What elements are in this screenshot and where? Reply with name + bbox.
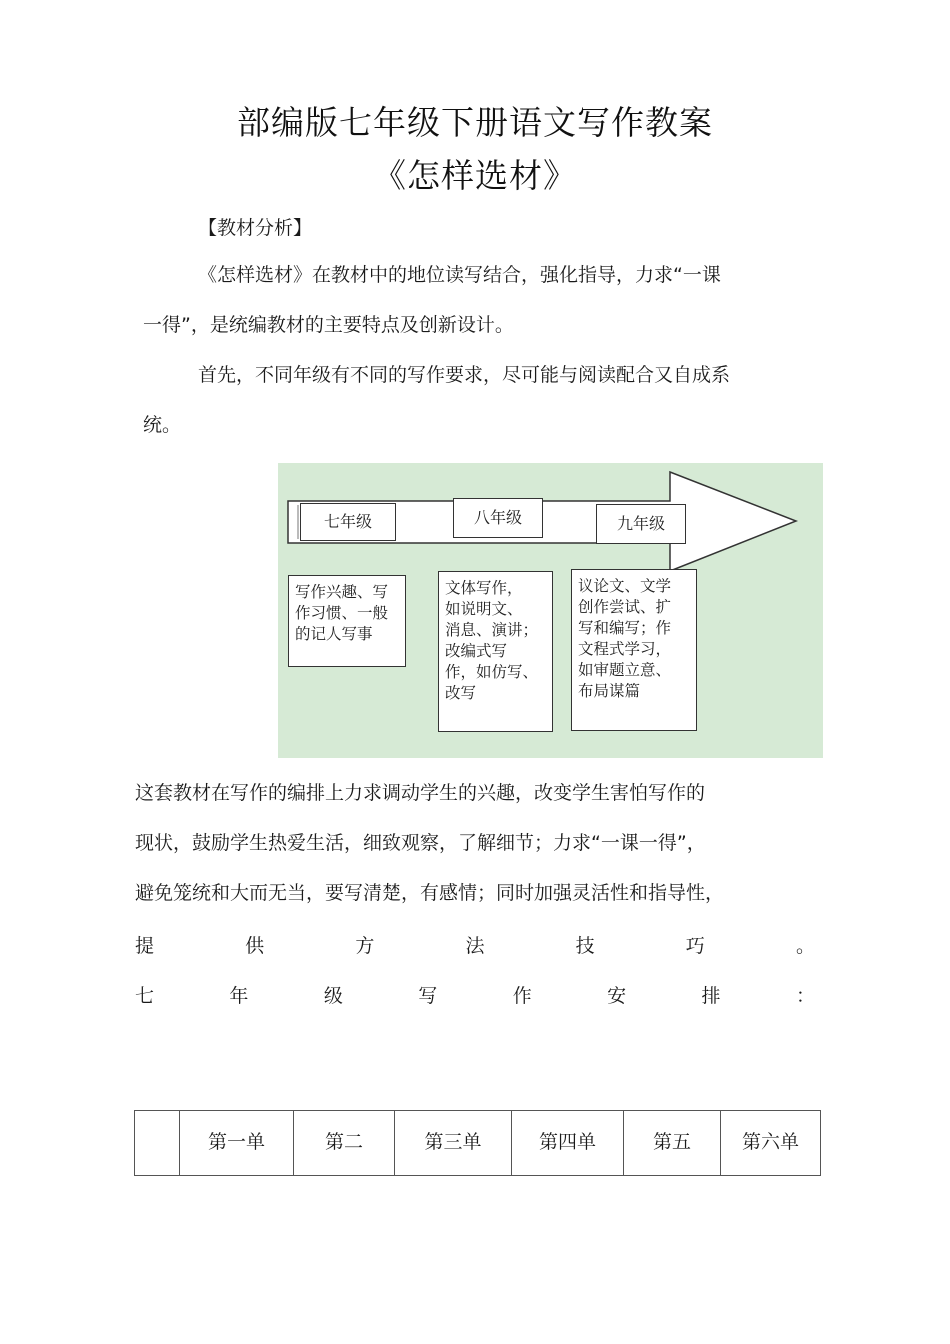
table-header-cell: 第三单 [395, 1111, 512, 1176]
spaced-char: 技 [575, 935, 595, 957]
table-row [135, 1111, 821, 1176]
para1-line2: 一得”，是统编教材的主要特点及创新设计。 [143, 314, 514, 336]
grade9-line: 如审题立意、 [578, 661, 672, 679]
para2-line1: 首先，不同年级有不同的写作要求，尽可能与阅读配合又自成系 [198, 364, 731, 386]
para3-line3: 避免笼统和大而无当，要写清楚，有感情；同时加强灵活性和指导性， [135, 882, 725, 904]
spaced-char: 提 [135, 935, 155, 957]
grade7-line: 写作兴趣、写 [295, 583, 389, 601]
table-header-cell: 第五 [624, 1111, 721, 1176]
para3-line2: 现状，鼓励学生热爱生活，细致观察，了解细节；力求“一课一得”， [135, 832, 706, 854]
grade-label-7: 七年级 [300, 503, 396, 541]
spaced-char: 法 [465, 935, 485, 957]
spaced-char: 七 [135, 985, 155, 1007]
grade9-line: 文程式学习， [578, 640, 672, 658]
grade7-requirements [288, 575, 406, 667]
grade8-line: 消息、演讲； [445, 621, 539, 639]
grade9-requirements [571, 569, 697, 731]
para1-line1: 《怎样选材》在教材中的地位读写结合，强化指导，力求“一课 [198, 264, 721, 286]
spaced-char: 。 [795, 935, 815, 957]
grade8-line: 改写 [445, 684, 477, 702]
spaced-char: 写 [418, 985, 438, 1007]
spaced-char: 年 [229, 985, 249, 1007]
table-header-cell: 第二 [294, 1111, 395, 1176]
para3-line4 [135, 931, 815, 958]
section-heading: 【教材分析】 [198, 217, 313, 239]
table-header-cell [135, 1111, 180, 1176]
unit-schedule-table [134, 1110, 821, 1176]
spaced-char: ： [795, 985, 815, 1007]
document-title: 部编版七年级下册语文写作教案 [237, 103, 713, 142]
spaced-char: 巧 [685, 935, 705, 957]
grade8-line: 改编式写 [445, 642, 508, 660]
table-header-cell: 第一单 [180, 1111, 294, 1176]
spaced-char: 安 [607, 985, 627, 1007]
para3-line1: 这套教材在写作的编排上力求调动学生的兴趣，改变学生害怕写作的 [135, 782, 706, 804]
document-subtitle: 《怎样选材》 [373, 156, 577, 195]
grade9-line: 写和编写；作 [578, 619, 672, 637]
grade7-line: 作习惯、一般 [295, 604, 389, 622]
table-header-cell: 第六单 [721, 1111, 821, 1176]
grade9-line: 议论文、文学 [578, 577, 672, 595]
grade9-line: 创作尝试、扩 [578, 598, 672, 616]
spaced-char: 作 [512, 985, 532, 1007]
grade7-line: 的记人写事 [295, 625, 373, 643]
grade-progression-diagram [278, 463, 823, 758]
grade-label-8: 八年级 [453, 498, 543, 538]
grade8-line: 作，如仿写、 [445, 663, 539, 681]
grade8-line: 文体写作， [445, 579, 523, 597]
spaced-char: 排 [701, 985, 721, 1007]
spaced-char: 方 [355, 935, 375, 957]
grade7-schedule-heading [135, 981, 815, 1008]
spaced-char: 供 [245, 935, 265, 957]
para2-line2: 统。 [143, 414, 182, 436]
grade9-line: 布局谋篇 [578, 682, 641, 700]
grade8-requirements [438, 571, 553, 732]
grade8-line: 如说明文、 [445, 600, 523, 618]
grade-label-9: 九年级 [596, 504, 686, 544]
spaced-char: 级 [323, 985, 343, 1007]
table-header-cell: 第四单 [512, 1111, 624, 1176]
